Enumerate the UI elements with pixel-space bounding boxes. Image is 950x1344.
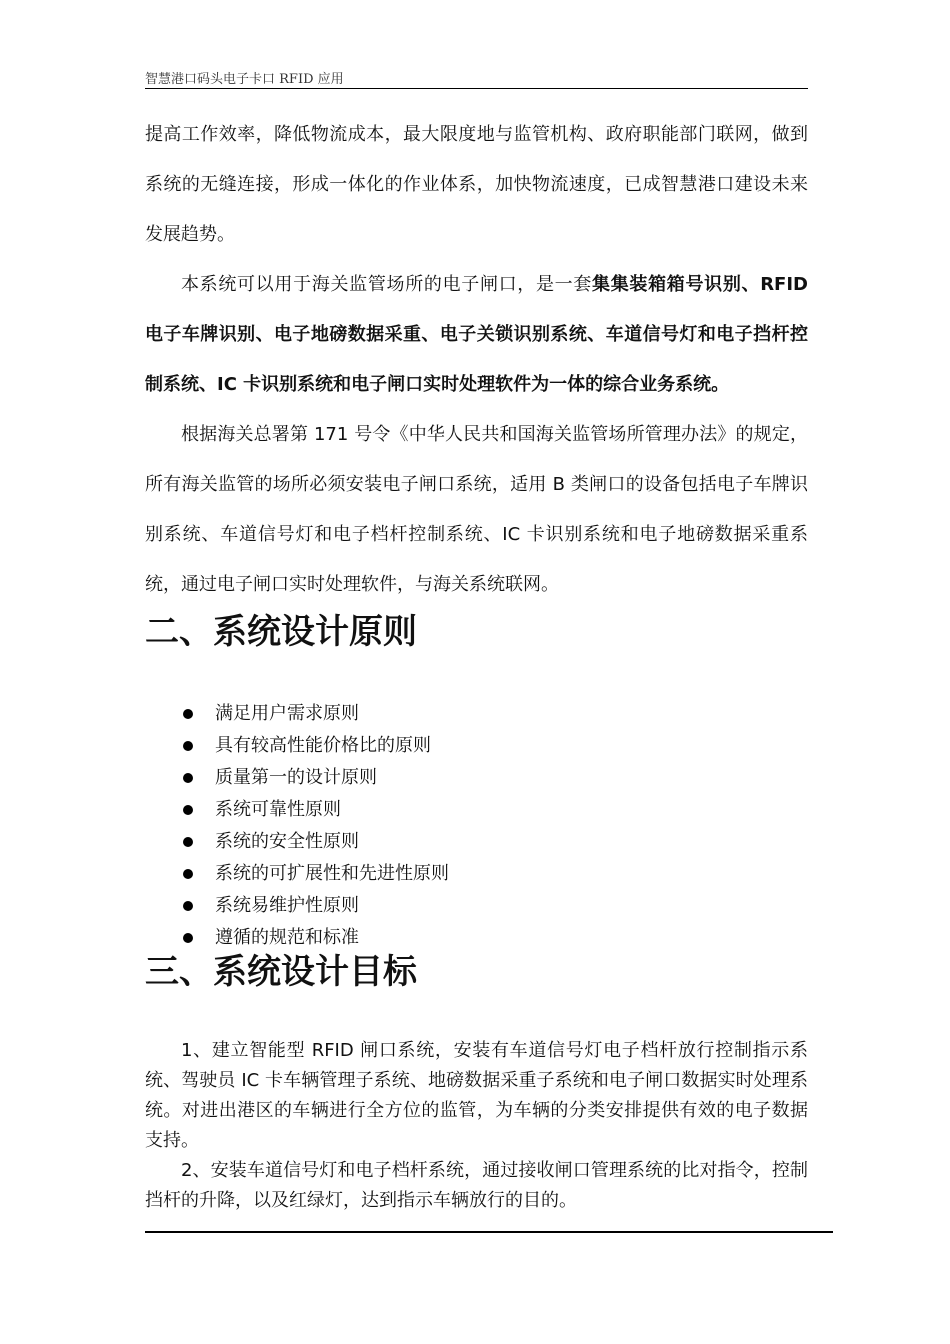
section-2-heading: 二、系统设计原则: [145, 612, 417, 652]
bullet-icon: [183, 741, 193, 751]
list-item-text: 系统易维护性原则: [215, 895, 359, 916]
principles-list: [145, 698, 745, 954]
header-title: 智慧港口码头电子卡口 RFID 应用: [145, 72, 344, 87]
bullet-icon: [183, 709, 193, 719]
intro-paragraph-1: 提高工作效率，降低物流成本，最大限度地与监管机构、政府职能部门联网，做到系统的无缝连接，形成一体化的作业体系，加快物流速度，已成智慧港口建设未来发展趋势。: [145, 124, 808, 245]
goal-paragraph-1: 1、建立智能型 RFID 闸口系统，安装有车道信号灯电子档杆放行控制指示系统、驾驶员 IC 卡车辆管理子系统、地磅数据采重子系统和电子闸口数据实时处理系统。对进出港区的车辆进行全方位的监管，为车辆的分类安排提供有效的电子数据支持。: [145, 1040, 808, 1151]
intro-paragraph-2-text: 本系统可以用于海关监管场所的电子闸口，是一套: [181, 274, 593, 295]
bullet-icon: [183, 837, 193, 847]
bullet-icon: [183, 933, 193, 943]
goal-paragraph-2: 2、安装车道信号灯和电子档杆系统，通过接收闸口管理系统的比对指令，控制挡杆的升降，以及红绿灯，达到指示车辆放行的目的。: [145, 1160, 808, 1211]
section-3-heading: 三、系统设计目标: [145, 952, 417, 992]
list-item: [145, 698, 745, 730]
footer-divider: [145, 1231, 833, 1233]
list-item-text: 遵循的规范和标准: [215, 927, 359, 948]
list-item: [145, 730, 745, 762]
intro-paragraph-2-bold: 集集装箱箱号识别、RFID 电子车牌识别、电子地磅数据采重、电子关锁识别系统、车道信号灯和电子挡杆控制系统、IC 卡识别系统和电子闸口实时处理软件为一体的综合业务系统。: [145, 274, 808, 395]
bullet-icon: [183, 805, 193, 815]
intro-paragraph-3: 根据海关总署第 171 号令《中华人民共和国海关监管场所管理办法》的规定，所有海关监管的场所必须安装电子闸口系统，适用 B 类闸口的设备包括电子车牌识别系统、车道信号灯和电子档杆控制系统、IC 卡识别系统和电子地磅数据采重系统，通过电子闸口实时处理软件，与海关系统联网。: [145, 424, 808, 595]
list-item-text: 系统的可扩展性和先进性原则: [215, 863, 449, 884]
list-item: [145, 890, 745, 922]
list-item: [145, 858, 745, 890]
bullet-icon: [183, 901, 193, 911]
list-item-text: 满足用户需求原则: [215, 703, 359, 724]
list-item-text: 具有较高性能价格比的原则: [215, 735, 431, 756]
list-item: [145, 762, 745, 794]
list-item-text: 系统的安全性原则: [215, 831, 359, 852]
bullet-icon: [183, 773, 193, 783]
list-item-text: 质量第一的设计原则: [215, 767, 377, 788]
bullet-icon: [183, 869, 193, 879]
list-item: [145, 826, 745, 858]
list-item: [145, 794, 745, 826]
list-item-text: 系统可靠性原则: [215, 799, 341, 820]
intro-paragraph-2: [145, 260, 808, 410]
page-header: [145, 68, 808, 89]
